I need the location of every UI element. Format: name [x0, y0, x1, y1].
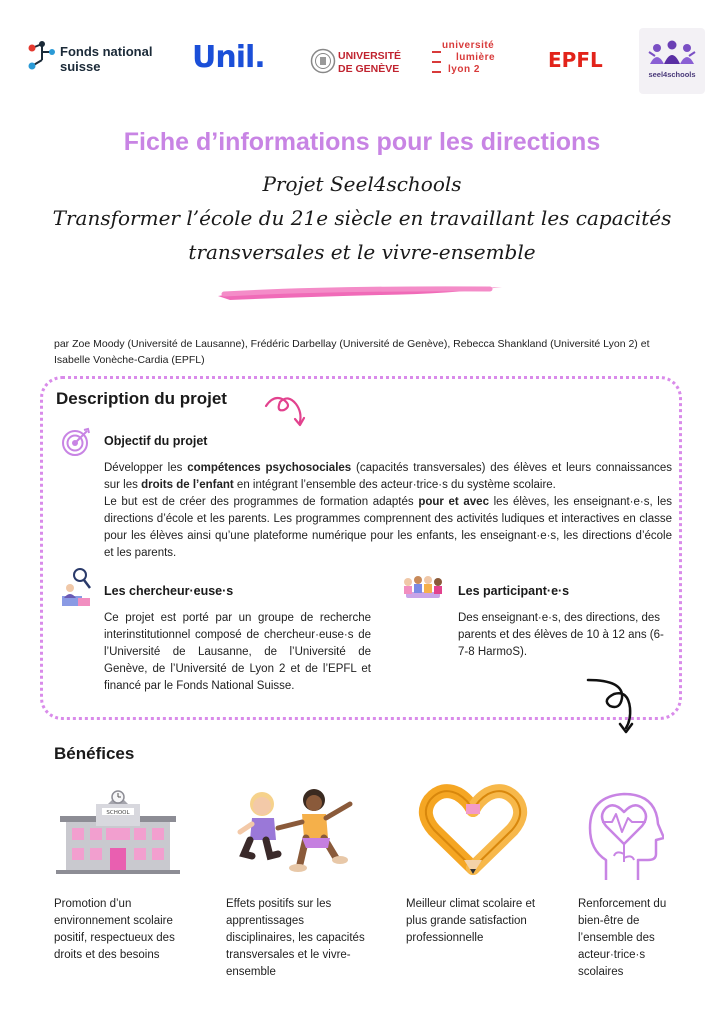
objectif-p2-b: pour et avec — [418, 496, 489, 508]
seel4schools-logo-text: seel4schools — [648, 70, 696, 79]
objectif-p1-e: en intégrant l’ensemble des acteur·trice·s du système scolaire. — [233, 479, 556, 491]
lyon-logo-line3: lyon 2 — [448, 64, 480, 75]
benefice-3-text: Meilleur climat scolaire et plus grande satisfaction professionnelle — [406, 898, 536, 944]
participants-icon — [398, 572, 448, 604]
authors — [54, 336, 680, 368]
benefices-heading: Bénéfices — [54, 744, 135, 763]
subtitle-line-1: Transformer l’école du 21e siècle en travaillant les capacités — [52, 206, 672, 230]
pencil-heart-icon — [418, 784, 528, 878]
benefice-1-text: Promotion d’un environnement scolaire positif, respectueux des droits et des besoins — [54, 898, 175, 961]
unil-logo: Unil. — [192, 40, 265, 75]
geneve-logo — [310, 48, 405, 82]
lyon-logo-line1: université — [442, 40, 495, 51]
chercheurs-heading: Les chercheur·euse·s — [104, 584, 234, 598]
lyon-logo-line2: lumière — [456, 52, 496, 63]
target-icon — [60, 426, 92, 458]
objectif-paragraph-2 — [104, 494, 672, 562]
authors-line2: Isabelle Vonèche-Cardia (EPFL) — [54, 354, 205, 366]
subtitle-line-2: transversales et le vivre-ensemble — [188, 240, 536, 264]
fns-logo-line2: suisse — [60, 59, 101, 74]
benefice-4-text: Renforcement du bien-être de l’ensemble des acteur·trice·s scolaires — [578, 898, 667, 978]
objectif-p1-a: Développer les — [104, 462, 188, 474]
benefice-2-text: Effets positifs sur les apprentissages disciplinaires, les capacités transversales et le vivre-ensemble — [226, 898, 365, 978]
objectif-p2-a: Le but est de créer des programmes de formation adaptés — [104, 496, 419, 508]
geneve-logo-line2: DE GENÈVE — [338, 63, 400, 75]
authors-line1: par Zoe Moody (Université de Lausanne), Frédéric Darbellay (Université de Genève), Rebecca Shankland (Université Lyon 2) et — [54, 338, 650, 350]
epfl-logo: EPFL — [548, 48, 603, 72]
swirl-arrow-icon — [584, 676, 648, 738]
curly-arrow-icon — [264, 392, 308, 432]
children-running-icon — [230, 784, 362, 880]
objectif-heading: Objectif du projet — [104, 434, 208, 448]
description-heading: Description du projet — [56, 389, 227, 408]
subtitle-project: Projet Seel4schools — [262, 172, 462, 196]
fns-logo-line1: Fonds national — [60, 44, 153, 59]
seel4schools-logo — [639, 28, 705, 94]
page-title: Fiche d’informations pour les directions — [123, 128, 601, 156]
objectif-paragraph-1 — [104, 460, 672, 494]
lyon-lines-icon — [432, 48, 442, 78]
head-heart-icon — [584, 788, 664, 884]
objectif-p1-d: droits de l’enfant — [141, 479, 234, 491]
seel4schools-people-icon — [647, 38, 697, 68]
objectif-p2-c: les élèves, les enseignant·e·s, les directions d’école et les parents. Les programmes comprennent des activités ludiques et interactives en classe pour les élèves ainsi qu’une plateforme numérique pour les enfants, les enseignant·e·s, les directions d’école et les parents. — [104, 496, 673, 559]
school-sign: SCHOOL — [106, 810, 130, 816]
chercheurs-text: Ce projet est porté par un groupe de recherche interinstitutionnel composé de chercheur·euse·s de l’Université de Lausanne, de l’Université de Genève, de l’Université de Lyon 2 et de l’EPFL et financé par le Fonds National Suisse. — [104, 612, 371, 692]
researchers-icon — [58, 566, 94, 610]
geneve-logo-line1: UNIVERSITÉ — [338, 50, 402, 62]
geneve-seal-icon — [310, 48, 336, 74]
pink-brush-stroke — [210, 282, 510, 304]
participants-heading: Les participant·e·s — [458, 584, 570, 598]
objectif-p1-b: compétences psychosociales — [187, 462, 352, 474]
objectif-p1-c: (capacités transversales) des élèves et leurs connaissances sur les — [104, 462, 673, 491]
participants-text: Des enseignant·e·s, des directions, des parents et des élèves de 10 à 12 ans (6-7-8 HarmoS). — [458, 612, 664, 658]
school-building-icon — [56, 782, 180, 874]
lyon2-logo — [432, 40, 518, 84]
fns-network-icon — [26, 38, 56, 74]
fns-logo — [26, 36, 176, 82]
